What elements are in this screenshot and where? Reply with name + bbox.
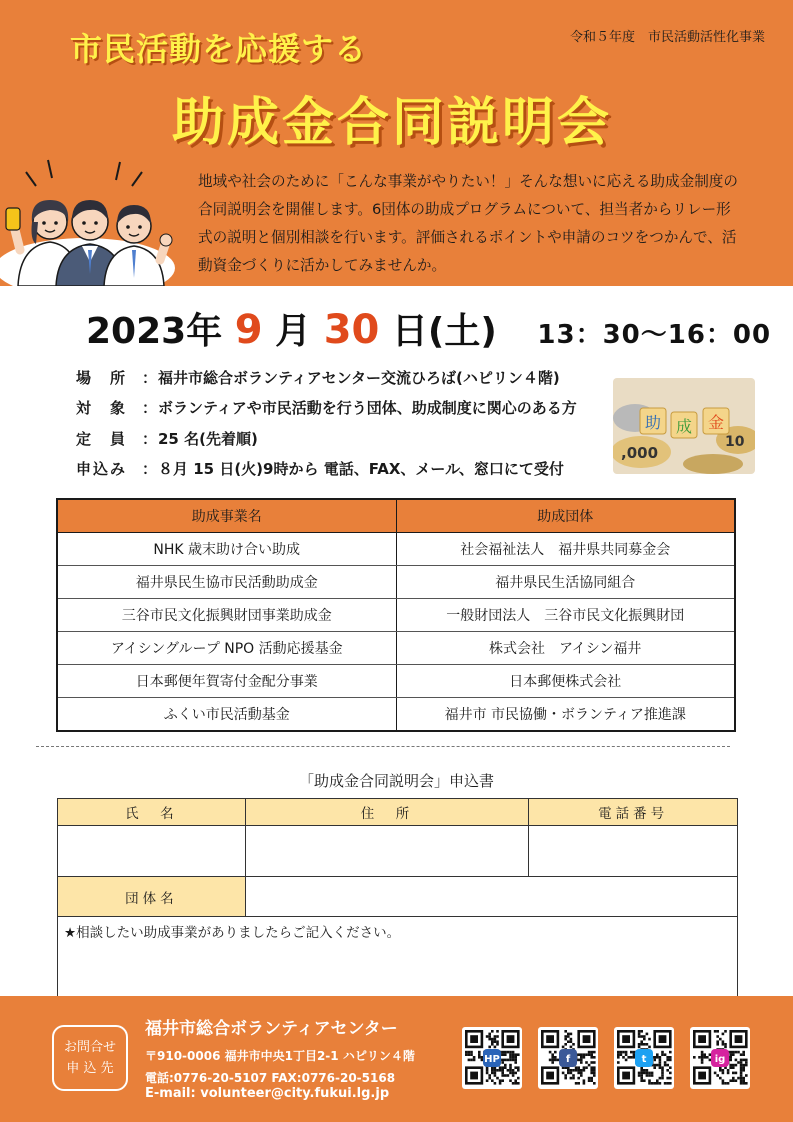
contact-address-block	[145, 1045, 415, 1089]
qr-center-logo: ig	[714, 1054, 726, 1065]
instagram-qr-code[interactable]	[690, 1027, 750, 1089]
table-header-row	[57, 499, 735, 533]
table-row	[57, 566, 735, 599]
info-label: 対 象	[76, 399, 128, 418]
grant-organization: 社会福祉法人 福井県共同募金会	[396, 533, 735, 566]
address-field[interactable]	[245, 826, 529, 877]
organization-field[interactable]	[245, 877, 737, 917]
grant-program: NHK 歳末助け合い助成	[57, 533, 396, 566]
info-label: 定 員	[76, 429, 128, 448]
grant-organization: 福井県民生活協同組合	[396, 566, 735, 599]
phone-field[interactable]	[529, 826, 738, 877]
column-header-organization: 助成団体	[396, 499, 735, 533]
contact-badge	[52, 1025, 128, 1091]
info-label: 場 所	[76, 368, 128, 387]
event-year: 2023年	[86, 311, 223, 352]
qr-center-logo: HP	[484, 1054, 500, 1065]
event-month: 9	[234, 307, 263, 353]
grant-program: 福井県民生協市民活動助成金	[57, 566, 396, 599]
grant-program: 三谷市民文化振興財団事業助成金	[57, 599, 396, 632]
people-illustration	[0, 150, 185, 286]
block-char-1: 助	[645, 413, 662, 432]
info-application	[76, 454, 596, 485]
table-row	[57, 599, 735, 632]
grant-organization: 株式会社 アイシン福井	[396, 632, 735, 665]
contact-badge-line1: お問合せ	[63, 1040, 116, 1055]
grant-program: アイシングループ NPO 活動応援基金	[57, 632, 396, 665]
coin-label-1: ,000	[621, 444, 659, 462]
event-day-suffix: 日(土)	[391, 311, 497, 352]
block-char-3: 金	[708, 413, 725, 432]
consultation-field[interactable]	[58, 917, 738, 1004]
application-form	[57, 798, 738, 1004]
info-target	[76, 393, 596, 424]
info-label: 申込み	[76, 460, 128, 479]
info-venue	[76, 362, 596, 393]
grant-program: ふくい市民活動基金	[57, 698, 396, 732]
grant-organization: 一般財団法人 三谷市民文化振興財団	[396, 599, 735, 632]
contact-organization: 福井市総合ボランティアセンター	[145, 1019, 398, 1039]
info-capacity	[76, 423, 596, 454]
table-row	[57, 632, 735, 665]
sub-title: 市民活動を応援する	[70, 30, 368, 68]
facebook-qr-code[interactable]	[538, 1027, 598, 1089]
application-form-title: 「助成金合同説明会」申込書	[298, 772, 494, 790]
name-field[interactable]	[58, 826, 246, 877]
qr-center-logo: f	[565, 1054, 571, 1065]
block-char-2: 成	[676, 417, 693, 436]
event-month-suffix: 月	[275, 311, 312, 352]
cut-line-divider	[36, 746, 730, 747]
table-row	[57, 533, 735, 566]
coin-label-2: 10	[725, 434, 745, 450]
twitter-qr-code[interactable]	[614, 1027, 674, 1089]
event-day: 30	[323, 307, 380, 353]
info-colon: ：	[142, 460, 158, 479]
info-value: ８月 15 日(火)9時から 電話、FAX、メール、窓口にて受付	[158, 460, 564, 479]
table-row	[57, 665, 735, 698]
contact-email[interactable]: E-mail: volunteer@city.fukui.lg.jp	[145, 1086, 390, 1101]
contact-address: 〒910-0006 福井市中央1丁目2-1 ハピリン４階	[145, 1049, 415, 1063]
event-date	[86, 303, 771, 354]
info-colon: ：	[142, 429, 158, 448]
organization-label: 団体名	[58, 877, 246, 917]
event-time: 13：30〜16：00	[537, 320, 772, 350]
event-info	[76, 362, 596, 484]
address-label: 住 所	[245, 799, 529, 826]
intro-text: 地域や社会のために「こんな事業がやりたい！」そんな想いに応える助成金制度の 合同説明会を開催します。6団体の助成プログラムについて、担当者からリレー形 式の説明と個別相談を行います。評価されるポイントや申請のコツをつかんで、活 動資金づくりに活かしてみませんか。	[198, 173, 738, 274]
homepage-qr-code[interactable]	[462, 1027, 522, 1089]
info-colon: ：	[142, 368, 158, 387]
info-value: ボランティアや市民活動を行う団体、助成制度に関心のある方	[158, 399, 577, 418]
grant-table	[56, 498, 736, 732]
page-title: 助成金合同説明会	[172, 93, 613, 153]
contact-badge-line2: 申 込 先	[66, 1061, 114, 1076]
info-value: 25 名(先着順)	[158, 429, 258, 448]
qr-center-logo: t	[641, 1054, 647, 1065]
fiscal-year-note: 令和５年度 市民活動活性化事業	[569, 30, 765, 45]
phone-label: 電話番号	[529, 799, 738, 826]
name-label: 氏 名	[58, 799, 246, 826]
contact-tel-fax: 電話:0776-20-5107 FAX:0776-20-5168	[145, 1071, 396, 1085]
table-row	[57, 698, 735, 732]
info-colon: ：	[142, 399, 158, 418]
grant-coins-image	[613, 378, 755, 474]
info-value: 福井市総合ボランティアセンター交流ひろば(ハピリン４階)	[158, 368, 560, 387]
grant-organization: 日本郵便株式会社	[396, 665, 735, 698]
consultation-note: ★相談したい助成事業がありましたらご記入ください。	[64, 925, 401, 941]
column-header-program: 助成事業名	[57, 499, 396, 533]
grant-program: 日本郵便年賀寄付金配分事業	[57, 665, 396, 698]
grant-organization: 福井市 市民協働・ボランティア推進課	[396, 698, 735, 732]
